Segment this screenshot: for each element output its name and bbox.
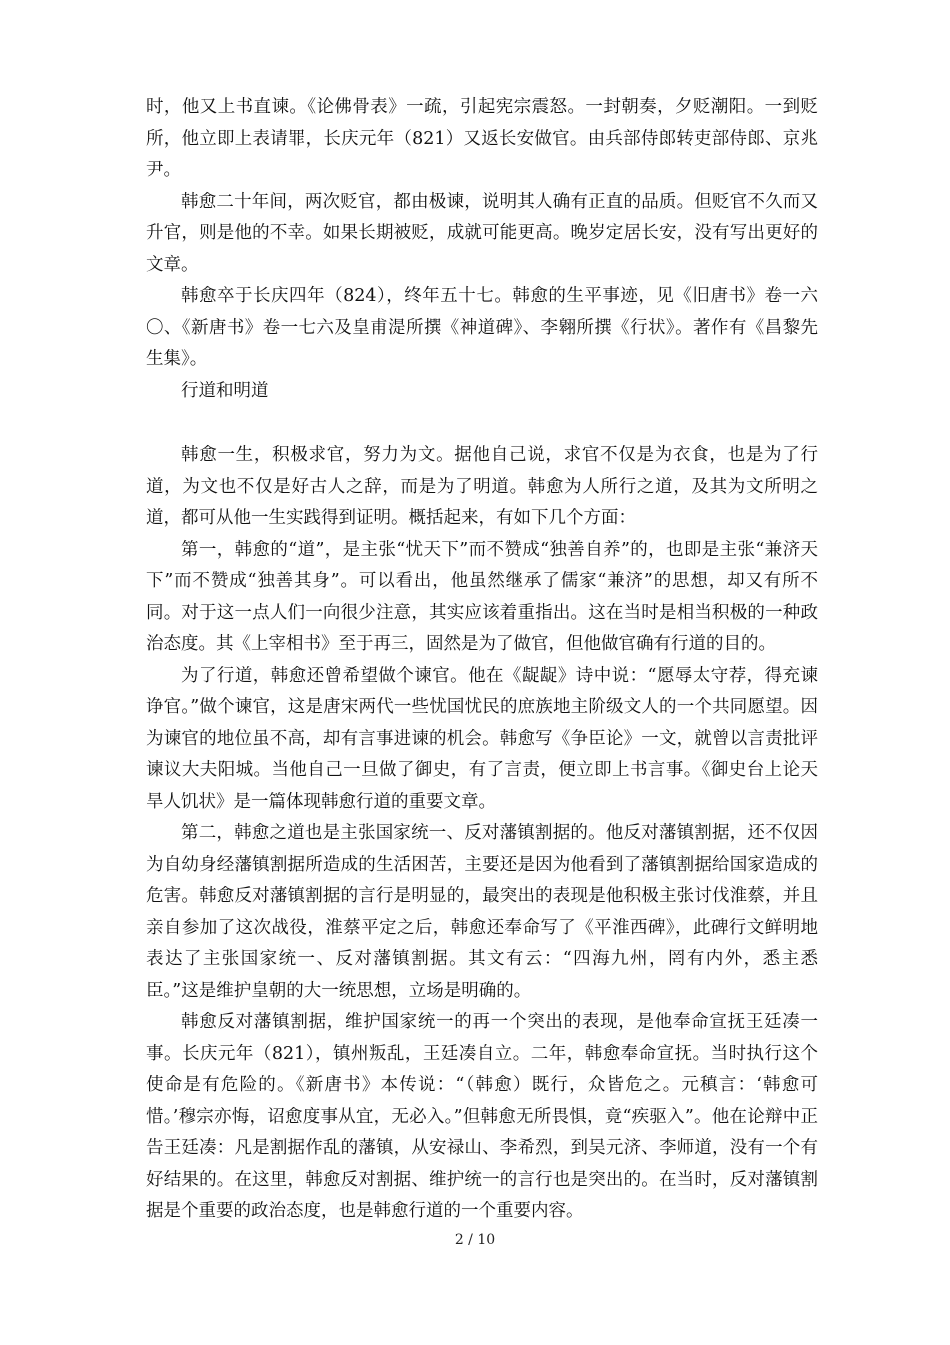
paragraph: 为了行道，韩愈还曾希望做个谏官。他在《龊龊》诗中说：“愿辱太守荐，得充谏诤官。”做个谏官，这是唐宋两代一些忧国忧民的庶族地主阶级文人的一个共同愿望。因为谏官的地位虽不高，却有言事进谏的机会。韩愈写《争臣论》一文，就曾以言责批评谏议大夫阳城。当他自己一旦做了御史，有了言责，便立即上书言事。《御史台上论天旱人饥状》是一篇体现韩愈行道的重要文章。: [146, 665, 818, 812]
paragraph: 韩愈卒于长庆四年（824），终年五十七。韩愈的生平事迹，见《旧唐书》卷一六〇、《新唐书》卷一七六及皇甫湜所撰《神道碑》、李翱所撰《行状》。著作有《昌黎先生集》。: [146, 286, 818, 369]
section-heading: 行道和明道: [181, 380, 269, 401]
paragraph: 第一，韩愈的“道”，是主张“忧天下”而不赞成“独善自养”的，也即是主张“兼济天下”而不赞成“独善其身”。可以看出，他虽然继承了儒家“兼济”的思想，却又有所不同。对于这一点人们一向很少注意，其实应该着重指出。这在当时是相当积极的一种政治态度。其《上宰相书》至于再三，固然是为了做官，但他做官确有行道的目的。: [146, 539, 818, 654]
paragraph: 韩愈二十年间，两次贬官，都由极谏，说明其人确有正直的品质。但贬官不久而又升官，则是他的不幸。如果长期被贬，成就可能更高。晚岁定居长安，没有写出更好的文章。: [146, 191, 818, 275]
page-number: 2 / 10: [454, 1232, 496, 1248]
paragraph: 时，他又上书直谏。《论佛骨表》一疏，引起宪宗震怒。一封朝奏，夕贬潮阳。一到贬所，他立即上表请罪，长庆元年（821）又返长安做官。由兵部侍郎转吏部侍郎、京兆尹。: [146, 97, 818, 180]
section-spacer: [146, 407, 818, 440]
paragraph: 第二，韩愈之道也是主张国家统一、反对藩镇割据的。他反对藩镇割据，还不仅因为自幼身经藩镇割据所造成的生活困苦，主要还是因为他看到了藩镇割据给国家造成的危害。韩愈反对藩镇割据的言行是明显的，最突出的表现是他积极主张讨伐淮蔡，并且亲自参加了这次战役，淮蔡平定之后，韩愈还奉命写了《平淮西碑》，此碑行文鲜明地表达了主张国家统一、反对藩镇割据。其文有云：“四海九州，罔有内外，悉主悉臣。”这是维护皇朝的大一统思想，立场是明确的。: [146, 823, 818, 1001]
paragraph: 韩愈一生，积极求官，努力为文。据他自己说，求官不仅是为衣食，也是为了行道，为文也不仅是好古人之辞，而是为了明道。韩愈为人所行之道，及其为文所明之道，都可从他一生实践得到证明。概括起来，有如下几个方面：: [146, 445, 818, 528]
paragraph: 韩愈反对藩镇割据，维护国家统一的再一个突出的表现，是他奉命宣抚王廷凑一事。长庆元年（821），镇州叛乱，王廷凑自立。二年，韩愈奉命宣抚。当时执行这个使命是有危险的。《新唐书》本传说：“（韩愈）既行，众皆危之。元稹言：‘韩愈可惜。’穆宗亦悔，诏愈度事从宜，无必入。”但韩愈无所畏惧，竟“疾驱入”。他在论辩中正告王廷凑：凡是割据作乱的藩镇，从安禄山、李希烈，到吴元济、李师道，没有一个有好结果的。在这里，韩愈反对割据、维护统一的言行也是突出的。在当时，反对藩镇割据是个重要的政治态度，也是韩愈行道的一个重要内容。: [146, 1012, 818, 1221]
document-body: [146, 92, 818, 1228]
